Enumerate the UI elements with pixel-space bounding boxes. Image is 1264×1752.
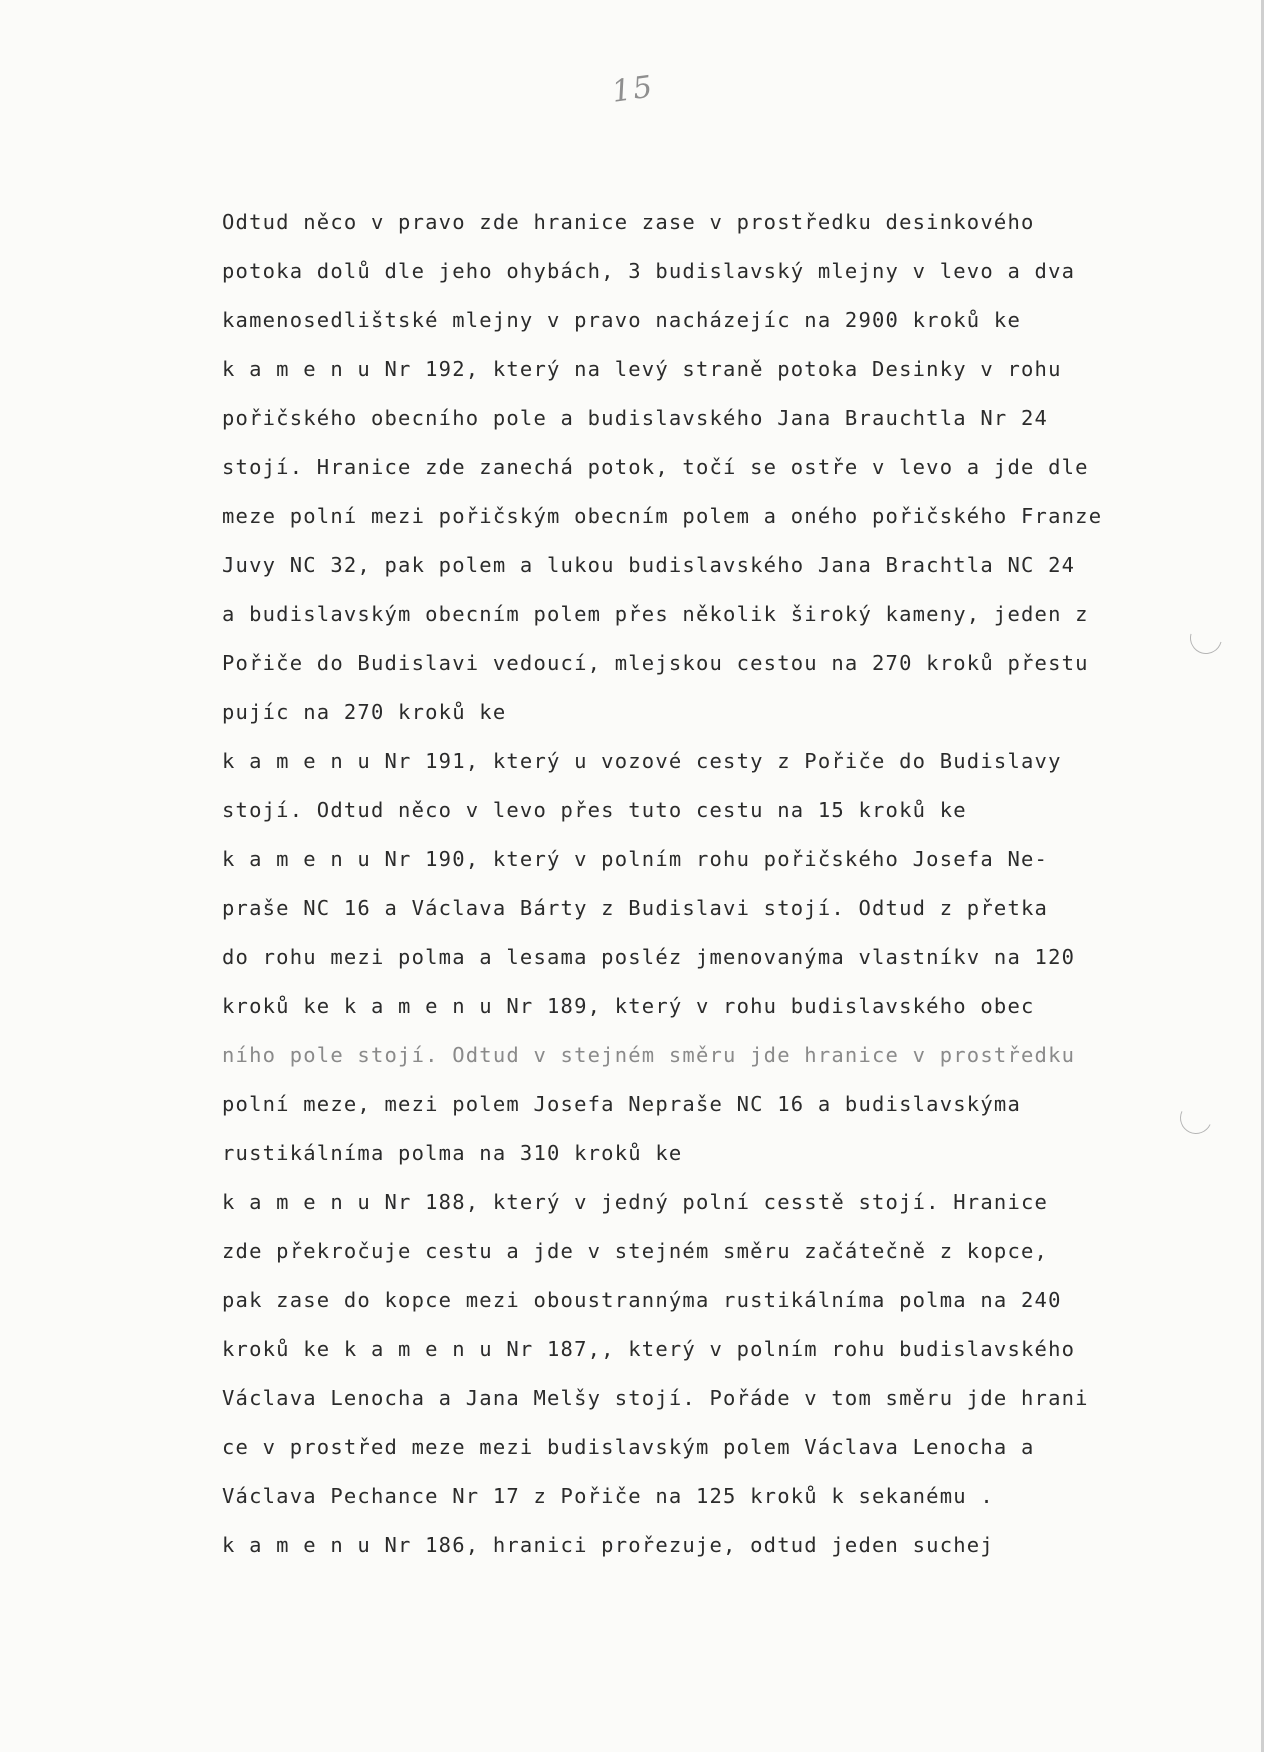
text-line: k a m e n u Nr 186, hranici prořezuje, odtud jeden suchej <box>222 1533 994 1557</box>
text-line: a budislavským obecním polem přes několik široký kameny, jeden z <box>222 602 1089 626</box>
text-line: meze polní mezi pořičským obecním polem a onéhо pořičského Franze <box>222 504 1103 528</box>
text-line: pujíc na 270 kroků ke <box>222 700 507 724</box>
text-line: stojí. Odtud něco v levo přes tuto cestu na 15 kroků ke <box>222 798 967 822</box>
text-line: pořičského obecního pole a budislavského Jana Brauchtla Nr 24 <box>222 406 1049 430</box>
text-line: Juvy NC 32, pak polem a lukou budislavského Jana Brachtla NC 24 <box>222 553 1076 577</box>
text-line: k a m e n u Nr 188, který v jedný polní cesstě stojí. Hranice <box>222 1190 1049 1214</box>
text-line: do rohu mezi polma a lesama posléz jmenovanýma vlastníkv na 120 <box>222 945 1076 969</box>
text-line: Václava Lenocha a Jana Melšy stojí. Pořáde v tom směru jde hrani <box>222 1386 1089 1410</box>
text-line: ce v prostřed meze mezi budislavským polem Václava Lenocha a <box>222 1435 1035 1459</box>
typewritten-text <box>222 198 1202 1570</box>
text-line: k a m e n u Nr 192, který na levý straně potoka Desinky v rohu <box>222 357 1062 381</box>
page-number: 15 <box>609 69 657 110</box>
text-line: pak zase do kopce mezi oboustrannýma rustikálníma polma na 240 <box>222 1288 1062 1312</box>
text-line: Odtud něco v pravo zde hranice zase v prostředku desinkového <box>222 210 1035 234</box>
text-line: zde překročuje cestu a jde v stejném směru začátečně z kopce, <box>222 1239 1049 1263</box>
text-line: polní meze, mezi polem Josefa Nepraše NC 16 a budislavskýma <box>222 1092 1021 1116</box>
text-line: rustikálníma polma na 310 kroků ke <box>222 1141 683 1165</box>
text-line: kamenosedlištské mlejny v pravo nacházejíc na 2900 kroků ke <box>222 308 1021 332</box>
text-line: Václava Pechance Nr 17 z Pořiče na 125 kroků k sekanému . <box>222 1484 994 1508</box>
text-line: k a m e n u Nr 190, který v polním rohu pořičského Josefa Ne- <box>222 847 1049 871</box>
text-line: Pořiče do Budislavi vedoucí, mlejskou cestou na 270 kroků přestu <box>222 651 1089 675</box>
text-line: stojí. Hranice zde zanechá potok, točí se ostře v levo a jde dle <box>222 455 1089 479</box>
text-line: potoka dolů dle jeho ohybách, 3 budislavský mlejny v levo a dva <box>222 259 1076 283</box>
text-line: kroků ke k a m e n u Nr 189, který v rohu budislavského obec <box>222 994 1035 1018</box>
text-line: ního pole stojí. Odtud v stejném směru jde hranice v prostředku <box>222 1043 1076 1067</box>
text-line: kroků ke k a m e n u Nr 187,, který v polním rohu budislavského <box>222 1337 1076 1361</box>
text-line: praše NC 16 a Václava Bárty z Budislavi stojí. Odtud z přetka <box>222 896 1049 920</box>
text-line: k a m e n u Nr 191, který u vozové cesty z Pořiče do Budislavy <box>222 749 1062 773</box>
